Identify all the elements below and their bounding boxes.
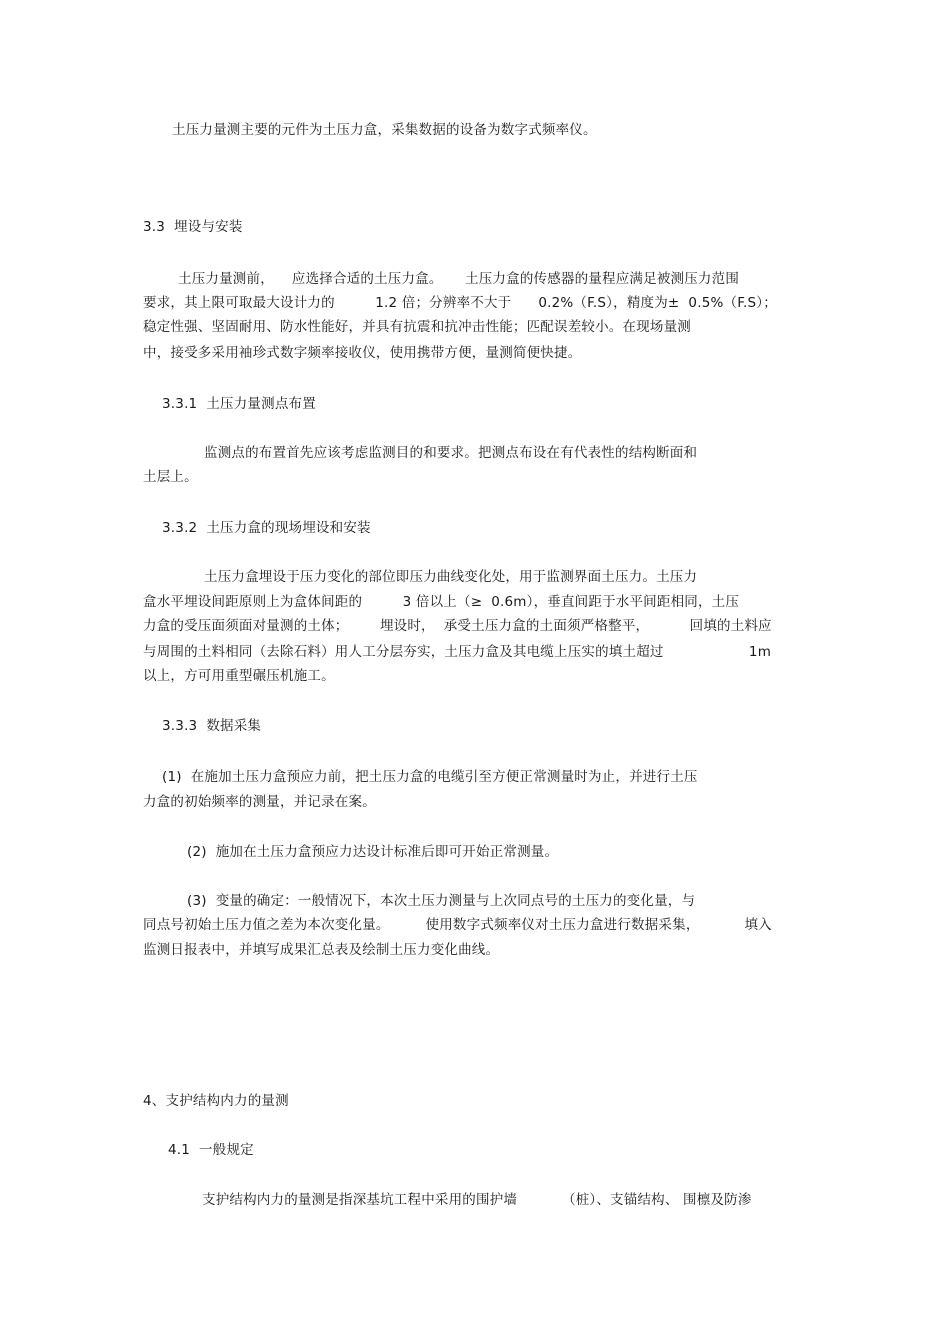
- section-heading-3-3: 3.3 埋设与安装: [143, 219, 243, 235]
- section-heading-3-3-1: 3.3.1 土压力量测点布置: [162, 396, 316, 412]
- paragraph-3-3-1-line-2: 土层上。: [143, 469, 198, 485]
- paragraph-3-3-2-line-3: 力盒的受压面须面对量测的土体； 埋设时， 承受土压力盒的土面须严格整平， 回填的土料应: [143, 618, 772, 634]
- section-heading-3-3-2: 3.3.2 土压力盒的现场埋设和安装: [162, 520, 371, 536]
- paragraph-3-3-2-line-1: 土压力盒埋设于压力变化的部位即压力曲线变化处，用于监测界面土压力。土压力: [204, 569, 698, 585]
- paragraph-4-1-line-1: 支护结构内力的量测是指深基坑工程中采用的围护墙 （桩）、支锚结构、 围檩及防渗: [202, 1192, 752, 1208]
- paragraph-3-3-3-item-3-line-3: 监测日报表中，并填写成果汇总表及绘制土压力变化曲线。: [143, 942, 500, 958]
- paragraph-3-3-2-line-5: 以上，方可用重型碾压机施工。: [143, 668, 335, 684]
- paragraph-3-3-2-line-2: 盒水平埋设间距原则上为盒体间距的 3 倍以上（≥ 0.6m），垂直间距于水平间距相同，土压: [143, 594, 740, 610]
- paragraph-3-3-3-item-3-line-2: 同点号初始土压力值之差为本次变化量。 使用数字式频率仪对土压力盒进行数据采集， 填入: [143, 917, 772, 933]
- intro-paragraph: 土压力量测主要的元件为土压力盒，采集数据的设备为数字式频率仪。: [172, 122, 597, 138]
- paragraph-3-3-line-2: 要求，其上限可取最大设计力的 1.2 倍；分辨率不大于 0.2%（F.S），精度为± 0.5%（F.S）；: [143, 295, 777, 311]
- section-heading-4-1: 4.1 一般规定: [168, 1142, 254, 1158]
- paragraph-3-3-1-line-1: 监测点的布置首先应该考虑监测目的和要求。把测点布设在有代表性的结构断面和: [204, 445, 698, 461]
- paragraph-3-3-line-3: 稳定性强、坚固耐用、防水性能好，并具有抗震和抗冲击性能；匹配误差较小。在现场量测: [143, 319, 691, 335]
- paragraph-3-3-3-item-3-line-1: (3) 变量的确定：一般情况下，本次土压力测量与上次同点号的土压力的变化量，与: [187, 893, 696, 909]
- paragraph-3-3-3-item-1-line-2: 力盒的初始频率的测量，并记录在案。: [143, 794, 376, 810]
- section-heading-4: 4、支护结构内力的量测: [143, 1093, 289, 1109]
- paragraph-3-3-2-line-4: 与周围的土料相同（去除石料）用人工分层夯实，土压力盒及其电缆上压实的填土超过 1m: [143, 644, 772, 660]
- paragraph-3-3-3-item-2: (2) 施加在土压力盒预应力达设计标准后即可开始正常测量。: [187, 844, 559, 860]
- section-heading-3-3-3: 3.3.3 数据采集: [162, 718, 262, 734]
- paragraph-3-3-line-1: 土压力量测前， 应选择合适的土压力盒。 土压力盒的传感器的量程应满足被测压力范围: [178, 271, 740, 287]
- paragraph-3-3-3-item-1-line-1: (1) 在施加土压力盒预应力前，把土压力盒的电缆引至方便正常测量时为止，并进行土压: [162, 769, 698, 785]
- paragraph-3-3-line-4: 中，接受多采用袖珍式数字频率接收仪，使用携带方便，量测简便快捷。: [143, 345, 582, 361]
